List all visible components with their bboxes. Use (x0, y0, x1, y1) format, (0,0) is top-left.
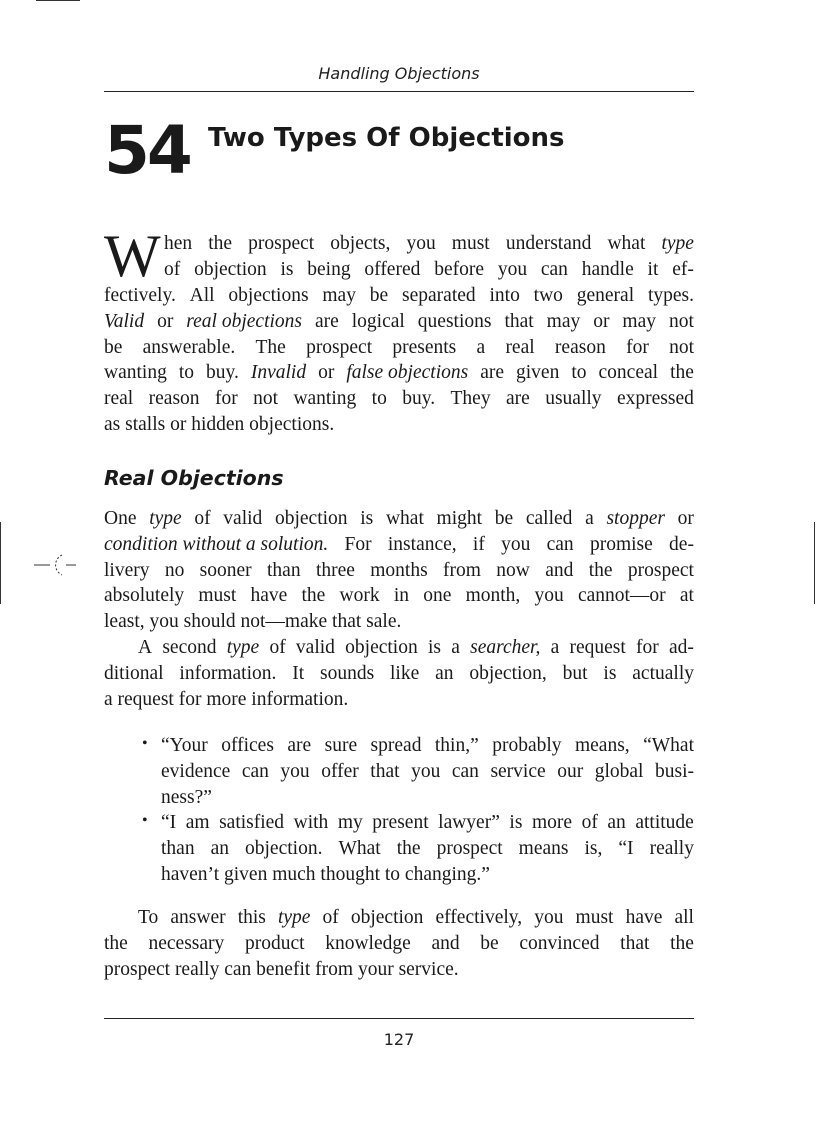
word: of (581, 812, 598, 833)
word: may (546, 310, 581, 332)
word: the (104, 932, 128, 954)
word: global (594, 760, 644, 782)
word: be (369, 285, 389, 306)
word: objection, (469, 662, 547, 684)
word: type (277, 907, 311, 928)
word: with (293, 812, 329, 833)
word: hen (164, 233, 193, 254)
word: may (322, 285, 356, 306)
word: and (545, 559, 574, 581)
word: conceal (598, 362, 659, 384)
word: an (210, 837, 229, 859)
word: the (301, 585, 326, 607)
word: knowledge (325, 932, 411, 954)
word: One (104, 508, 137, 529)
word: They (450, 388, 491, 410)
text-line (104, 931, 694, 957)
word: are (314, 310, 339, 332)
word: of (194, 508, 211, 529)
word: evidence (161, 760, 231, 782)
word: offices (221, 735, 274, 756)
word: from (443, 559, 481, 581)
word: is, (584, 837, 603, 859)
word: promise (589, 533, 653, 555)
word: all (674, 907, 694, 928)
word: offer (321, 760, 359, 782)
word: objection (274, 508, 348, 529)
word: busi- (655, 760, 694, 782)
word: thin,” (434, 735, 479, 756)
word: usually (545, 388, 602, 410)
word: general (576, 285, 635, 306)
word: for (178, 688, 202, 710)
bullet-1-text (161, 733, 694, 810)
chapter-title: Two Types Of Objections (208, 123, 565, 153)
chapter-number: 54 (104, 112, 190, 189)
word: from (315, 958, 354, 980)
word: It (292, 662, 305, 684)
word: is (509, 812, 523, 833)
word: and (431, 932, 460, 954)
word: or (157, 310, 174, 332)
word: my (337, 812, 363, 833)
word: must (575, 907, 614, 928)
word: really (174, 958, 220, 980)
word: should (183, 611, 236, 633)
word: what (385, 508, 424, 529)
word: are (480, 362, 505, 384)
word: not—make (240, 611, 328, 633)
word: objection (194, 258, 267, 280)
word: hidden (191, 413, 245, 435)
word: real objections (186, 310, 302, 332)
word: prospect (104, 958, 171, 980)
word: “Your (161, 735, 208, 756)
word: real (104, 388, 134, 410)
word: or (170, 413, 187, 435)
word: month, (465, 585, 521, 607)
word: to (571, 362, 587, 384)
word: the (670, 932, 694, 954)
word: but (562, 662, 588, 684)
word: not (669, 336, 694, 358)
word: types. (647, 285, 694, 306)
word: our (557, 760, 584, 782)
word: de- (669, 533, 694, 555)
word: livery (104, 559, 150, 581)
word: presents (392, 336, 457, 358)
word: handle (581, 258, 634, 280)
word: a (104, 688, 113, 710)
word: no (164, 559, 185, 581)
word: for (636, 637, 659, 658)
word: stalls (125, 413, 166, 435)
word: am (185, 812, 210, 833)
word: the (670, 362, 694, 384)
word: Invalid (250, 362, 307, 384)
word: type (226, 637, 260, 658)
crop-mark-right (814, 522, 815, 604)
text-line (104, 558, 694, 584)
word: The (255, 336, 286, 358)
word: a (550, 637, 560, 658)
running-head: Handling Objections (318, 64, 480, 83)
word: reason (554, 336, 606, 358)
word: you (280, 760, 310, 782)
word: objects, (330, 233, 391, 254)
word: can (451, 760, 479, 782)
word: as (104, 413, 121, 435)
real-objections-paragraph-2 (104, 635, 694, 712)
word: in (393, 585, 409, 607)
text-line (104, 609, 694, 635)
word: sounds (319, 662, 375, 684)
word: ad- (669, 637, 694, 658)
word: that (370, 760, 400, 782)
word: may (622, 310, 656, 332)
bullet-2-marker: • (142, 812, 148, 829)
word: offered (364, 258, 421, 280)
word: effectively, (435, 907, 523, 928)
word: a (451, 637, 460, 658)
word: you (534, 907, 564, 928)
word: to (384, 863, 401, 885)
header-rule (104, 91, 694, 92)
word: your (357, 958, 394, 980)
word: what (607, 233, 646, 254)
word: that (620, 932, 650, 954)
word: reason (148, 388, 200, 410)
text-line (104, 412, 694, 438)
word: ditional (104, 662, 164, 684)
word: might (436, 508, 483, 529)
word: are (287, 735, 312, 756)
word: means (518, 837, 569, 859)
intro-paragraph-start (164, 231, 694, 283)
bullet-1-marker: • (142, 735, 148, 752)
word: To (138, 907, 159, 928)
word: is (360, 508, 374, 529)
word: at (679, 585, 694, 607)
word: cannot—or (577, 585, 666, 607)
word: thought (320, 863, 380, 885)
bullet-2-text (161, 810, 694, 887)
word: changing.” (404, 863, 490, 885)
real-objections-paragraph-1 (104, 506, 694, 635)
word: product (244, 932, 305, 954)
word: more (206, 688, 247, 710)
text-line (104, 309, 694, 335)
word: type (149, 508, 182, 529)
word: All (189, 285, 215, 306)
word: information. (179, 662, 277, 684)
word: have (625, 907, 663, 928)
word: can (224, 958, 252, 980)
text-line (161, 733, 694, 759)
word: be (104, 336, 123, 358)
word: into (489, 285, 520, 306)
word: this (237, 907, 266, 928)
word: a (476, 336, 486, 358)
closing-paragraph (104, 905, 694, 982)
text-line (104, 583, 694, 609)
word: objection (350, 907, 424, 928)
word: you (149, 611, 179, 633)
word: instance, (387, 533, 457, 555)
word: before (434, 258, 484, 280)
text-line (104, 532, 694, 558)
word: A (138, 637, 153, 658)
word: you (497, 258, 528, 280)
word: to (371, 388, 387, 410)
word: haven’t (161, 863, 220, 885)
word: is (603, 662, 617, 684)
word: is (427, 637, 441, 658)
word: fectively. (104, 285, 176, 306)
text-line (104, 661, 694, 687)
word: you (406, 233, 436, 254)
word: sooner (199, 559, 252, 581)
word: request (569, 637, 626, 658)
word: attitude (635, 812, 694, 833)
word: for (626, 336, 649, 358)
word: sale. (366, 611, 402, 633)
text-line (161, 810, 694, 836)
word: the (396, 837, 421, 859)
text-line (104, 635, 694, 661)
word: like (390, 662, 420, 684)
word: “What (643, 735, 694, 756)
word: can (540, 258, 568, 280)
text-line (161, 862, 694, 888)
word: Valid (104, 310, 145, 332)
word: false objections (346, 362, 469, 384)
word: that (504, 310, 534, 332)
word: necessary (148, 932, 225, 954)
word: you (534, 585, 564, 607)
word: really (649, 837, 694, 859)
word: second (162, 637, 217, 658)
word: spread (370, 735, 422, 756)
text-line (104, 905, 694, 931)
word: prospect (436, 837, 503, 859)
word: means, (574, 735, 630, 756)
word: it (647, 258, 659, 280)
word: searcher, (470, 637, 541, 658)
word: “I (618, 837, 634, 859)
word: probably (492, 735, 562, 756)
word: must (198, 585, 237, 607)
word: ness?” (161, 786, 212, 808)
word: objections (228, 285, 309, 306)
word: absolutely (104, 585, 185, 607)
text-line (104, 386, 694, 412)
word: can (241, 760, 269, 782)
text-line (161, 836, 694, 862)
word: answer (170, 907, 226, 928)
footer-rule (104, 1018, 694, 1019)
text-line (104, 283, 694, 309)
text-line (104, 506, 694, 532)
word: than (161, 837, 195, 859)
word: condition without a solution. (104, 533, 329, 555)
text-line (164, 257, 694, 283)
word: than (267, 559, 301, 581)
word: objection (345, 637, 418, 658)
word: that (332, 611, 362, 633)
registration-mark-icon (30, 548, 78, 582)
word: not (253, 388, 279, 410)
word: stopper (606, 508, 665, 529)
word: one (423, 585, 452, 607)
word: buy. (402, 388, 436, 410)
word: type (661, 233, 694, 254)
word: real (505, 336, 535, 358)
word: lawyer” (438, 812, 500, 833)
word: of (322, 907, 339, 928)
word: or (318, 362, 335, 384)
word: request (117, 688, 174, 710)
text-line (104, 335, 694, 361)
word: is (280, 258, 294, 280)
word: being (307, 258, 351, 280)
word: not (668, 310, 694, 332)
word: buy. (206, 362, 239, 384)
text-line (161, 785, 694, 811)
word: three (315, 559, 355, 581)
word: wanting (293, 388, 357, 410)
word: be (494, 508, 514, 529)
word: be (480, 932, 499, 954)
text-line (104, 360, 694, 386)
word: a (585, 508, 594, 529)
word: What (338, 837, 381, 859)
page-number: 127 (383, 1030, 415, 1049)
word: called (525, 508, 573, 529)
word: an (435, 662, 454, 684)
word: prospect (306, 336, 373, 358)
word: logical (351, 310, 405, 332)
word: valid (295, 637, 335, 658)
word: the (208, 233, 233, 254)
word: answerable. (142, 336, 236, 358)
word: are (506, 388, 530, 410)
text-line (104, 687, 694, 713)
word: wanting (104, 362, 167, 384)
word: present (372, 812, 429, 833)
word: service (490, 760, 546, 782)
word: separated (402, 285, 476, 306)
word: to (178, 362, 194, 384)
word: actually (632, 662, 694, 684)
text-line (104, 957, 694, 983)
word: now (496, 559, 530, 581)
word: questions (417, 310, 492, 332)
word: two (533, 285, 563, 306)
word: or (677, 508, 694, 529)
word: expressed (616, 388, 694, 410)
word: convinced (519, 932, 600, 954)
word: ef- (672, 258, 694, 280)
crop-mark-left (0, 522, 1, 604)
word: given (224, 863, 268, 885)
word: of (269, 637, 286, 658)
word: “I (161, 812, 177, 833)
word: benefit (256, 958, 311, 980)
word: information. (251, 688, 349, 710)
word: much (272, 863, 316, 885)
word: satisfied (219, 812, 285, 833)
section-heading: Real Objections (104, 466, 284, 490)
word: can (546, 533, 574, 555)
word: for (214, 388, 238, 410)
word: prospect (627, 559, 694, 581)
word: must (451, 233, 490, 254)
word: work (339, 585, 380, 607)
word: sure (324, 735, 358, 756)
text-line (161, 759, 694, 785)
word: if (472, 533, 485, 555)
word: more (531, 812, 573, 833)
intro-paragraph (104, 283, 694, 438)
text-line (164, 231, 694, 257)
word: least, (104, 611, 145, 633)
word: valid (223, 508, 263, 529)
word: or (593, 310, 610, 332)
word: have (250, 585, 288, 607)
word: an (607, 812, 626, 833)
word: of (164, 258, 181, 280)
word: understand (505, 233, 592, 254)
crop-mark-top-left (36, 0, 80, 1)
word: objections. (249, 413, 335, 435)
word: given (516, 362, 560, 384)
word: the (588, 559, 613, 581)
word: you (411, 760, 441, 782)
word: objection. (245, 837, 323, 859)
drop-cap: W (104, 223, 161, 289)
word: you (501, 533, 531, 555)
word: service. (398, 958, 459, 980)
word: months (370, 559, 428, 581)
word: For (344, 533, 372, 555)
word: prospect (248, 233, 315, 254)
